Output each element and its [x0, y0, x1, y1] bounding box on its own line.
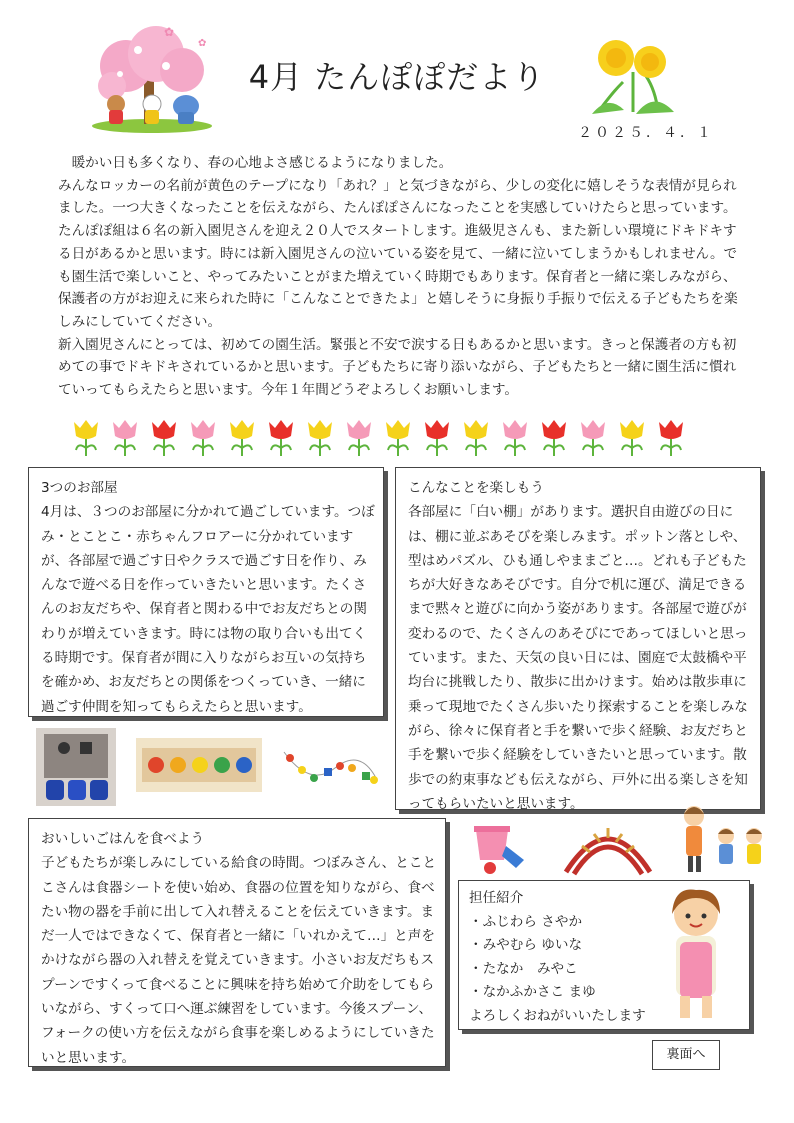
tulip-icon — [386, 420, 410, 456]
issue-date: ２０２５．４．１ — [578, 125, 714, 141]
tulip-icon — [581, 420, 605, 456]
rooms-body: 4月は、３つのお部屋に分かれて過ごしています。つぼみ・とことこ・赤ちゃんフロアーに分かれていますが、各部屋で過ごす日やクラスで過ごす日を作り、みんなで遊べる日を作っていきたいと思います。たくさんのお友だちや、保育者と関わる中でお友だちとの関わりが増えていきます。時には物の取り合いも出てくる時期です。保育者が間に入りながらお互いの気持ちを確かめ、お友だちとの関係をつくっていき、一緒に過ごす仲間を知ってもらえたらと思います。 — [41, 504, 375, 715]
tulip-border — [68, 418, 708, 456]
walking-group-illustration — [676, 800, 772, 878]
shape-sorter-photo — [36, 728, 116, 806]
teacher-name: ・ふじわら さやか — [469, 913, 583, 930]
tulip-icon — [191, 420, 215, 456]
tulip-icon — [659, 420, 683, 456]
newsletter-title: 4月 たんぽぽだより — [248, 58, 546, 96]
next-page-label: 裏面へ — [652, 1040, 720, 1070]
climbing-arch-illustration — [560, 816, 656, 876]
teacher-name: ・たなか みやこ — [469, 960, 578, 977]
rooms-section — [28, 467, 384, 717]
rooms-heading: 3つのお部屋 — [41, 480, 118, 496]
bead-string-photo — [280, 738, 380, 796]
intro-text — [58, 152, 738, 402]
tulip-icon — [620, 420, 644, 456]
meals-body: 子どもたちが楽しみにしている給食の時間。つぼみさん、とことこさんは食器シートを使い始め、食器の位置を知りながら、食べたい物の器を手前に出して入れ替えることを伝えていきます。まだ一人ではできなくて、保育者と一緒に「いれかえて…」と声をかけながら器の入れ替えを覚えていきます。小さいお友だちもスプーンですくって食べることに興味を持ち始めて介助をしてもらいながら、すくって口へ運ぶ練習をしています。今後スプーン、フォークの使い方を伝えながら食事を楽しめるようにしていきたいと思います。 — [41, 855, 437, 1066]
sand-toys-illustration — [468, 816, 536, 876]
tulip-icon — [464, 420, 488, 456]
tulip-icon — [347, 420, 371, 456]
enjoy-section — [395, 467, 761, 810]
intro-paragraph: 新入園児さんにとっては、初めての園生活。緊張と不安で涙する日もあるかと思います。きっと保護者の方も初めての事でドキドキされているかと思います。子どもたちに寄り添いながら、子どもたちと一緒に園生活に慣れていってもらえたらと思います。今年１年間どうぞよろしくお願いします。 — [58, 336, 737, 399]
meals-section — [28, 818, 446, 1067]
puzzle-photo — [136, 738, 262, 792]
tulip-icon — [425, 420, 449, 456]
teacher-name: ・みやむら ゆいな — [469, 937, 583, 953]
teachers-closing: よろしくおねがいいたします — [469, 1007, 646, 1024]
teachers-heading: 担任紹介 — [469, 890, 524, 906]
teacher-name: ・なかふかさこ まゆ — [469, 984, 596, 1000]
intro-paragraph: 暖かい日も多くなり、春の心地よさ感じるようになりました。 みんなロッカーの名前が黄色のテープになり「あれ？」と気づきながら、少しの変化に嬉しそうな表情が見られました。一つ大きくなったことを伝えながら、たんぽぽさんになったことを実感していけたらと思っています。たんぽぽ組は６名の新入園児さんを迎え２０人でスタートします。進級児さんも、また新しい環境にドキドキする日があるかと思います。時には新入園児さんの泣いている姿を見て、一緒に泣いてしまうかもしれません。でも園生活で楽しいこと、やってみたいことがまた増えていく時期でもあります。保育者と一緒に楽しみながら、保護者の方がお迎えに来られた時に「こんなことできたよ」と嬉しそうに身振り手振りで伝える子どもたちを楽しみにしていてください。 — [58, 155, 738, 330]
svg-text:✿: ✿ — [198, 38, 207, 49]
tulip-icon — [308, 420, 332, 456]
tulip-icon — [230, 420, 254, 456]
meals-heading: おいしいごはんを食べよう — [41, 831, 205, 847]
teacher-illustration — [660, 884, 732, 1024]
tulip-icon — [74, 420, 98, 456]
tulip-icon — [113, 420, 137, 456]
tulip-icon — [152, 420, 176, 456]
tulip-icon — [542, 420, 566, 456]
tulip-icon — [269, 420, 293, 456]
enjoy-body: 各部屋に「白い棚」があります。選択自由遊びの日には、棚に並ぶあそびを楽しみます。ポットン落としや、型はめパズル、ひも通しやままごと…。どれも子どもたちが大好きなあそびです。自分で机に運び、満足できるまで黙々と遊びに向かう姿があります。各部屋で遊びが変わるので、たくさんのあそびにであってほしいと思っています。また、天気の良い日には、園庭で太鼓橋や平均台に挑戦したり、散歩に出かけます。始めは散歩車に乗って現地でたくさん歩いたり探索することを楽しみながら、徐々に保育者と手を繋いで歩く経験、お友だちと手を繋いで歩く経験をしていきたいと思っています。散歩での約束事なども伝えながら、戸外に出る楽しさを知ってもらいたいと思います。 — [408, 504, 748, 812]
enjoy-heading: こんなことを楽しもう — [408, 480, 544, 496]
tulip-icon — [503, 420, 527, 456]
svg-text:✿: ✿ — [164, 26, 175, 39]
